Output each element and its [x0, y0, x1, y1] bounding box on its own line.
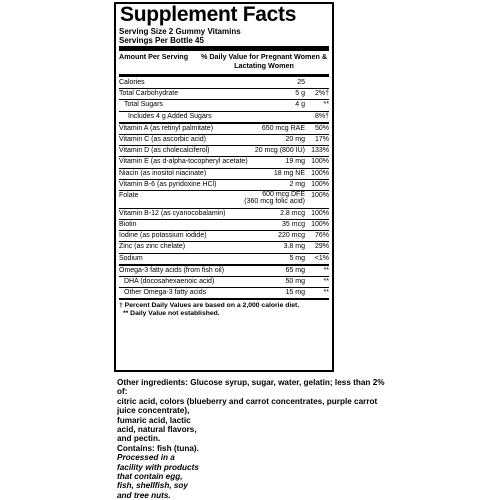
- nutrient-row: [119, 100, 329, 111]
- footnotes: [119, 302, 329, 318]
- nutrient-dv: 100%: [311, 191, 329, 199]
- nutrient-amount: 2 mg: [289, 180, 305, 188]
- ingredients-text: Glucose syrup, sugar, water, gelatin; less than 2% of:: [117, 378, 385, 397]
- nutrient-row: [119, 288, 329, 300]
- thick-divider: [119, 46, 329, 51]
- nutrient-amount: 65 mg: [285, 266, 305, 274]
- nutrient-dv: 100%: [311, 158, 329, 166]
- nutrient-row: [119, 180, 329, 191]
- nutrient-dv: 100%: [311, 169, 329, 177]
- nutrient-name: Calories: [119, 79, 145, 86]
- nutrient-row: [119, 220, 329, 231]
- supplement-facts-panel: [114, 2, 334, 372]
- ingredients-line: fumaric acid, lactic: [117, 415, 191, 425]
- ingredients-line: [117, 378, 387, 397]
- nutrient-name: Sodium: [119, 254, 143, 262]
- nutrient-dv: **: [323, 278, 329, 285]
- nutrient-dv: 133%: [311, 147, 329, 155]
- nutrient-row: [119, 146, 329, 157]
- column-header: [119, 52, 329, 73]
- nutrient-row: [119, 157, 329, 168]
- nutrient-dv: 2%†: [314, 90, 329, 98]
- nutrient-name: Vitamin B-6 (as pyridoxine HCl): [119, 180, 217, 188]
- ingredients-line: citric acid, colors (blueberry and carrot concentrates, purple carrot: [117, 396, 378, 406]
- nutrient-name: Zinc (as zinc chelate): [119, 243, 186, 251]
- footnote-double-asterisk: ** Daily Value not established.: [123, 310, 220, 318]
- nutrient-amount: 50 mg: [285, 278, 305, 285]
- ingredients-line: acid, natural flavors,: [117, 425, 197, 435]
- nutrient-row: [119, 89, 329, 100]
- nutrient-amount: 600 mcg DFE: [262, 190, 305, 198]
- amount-per-serving-header: Amount Per Serving: [119, 52, 189, 61]
- ingredients-line: and pectin.: [117, 434, 161, 444]
- nutrient-name: Other Omega-3 fatty acids: [124, 289, 207, 297]
- nutrient-dv: 29%: [314, 243, 329, 251]
- nutrient-row: [119, 191, 329, 209]
- nutrient-name: Vitamin E (as d-alpha-tocopheryl acetate): [119, 158, 248, 166]
- ingredients-line: juice concentrate),: [117, 406, 190, 416]
- nutrient-dv: 76%: [314, 232, 329, 240]
- nutrient-name: Omega-3 fatty acids (from fish oil): [119, 266, 225, 274]
- nutrient-amount: 2.8 mcg: [280, 209, 305, 217]
- facility-line: Processed in a: [117, 453, 175, 463]
- nutrient-name: DHA (docosahexaenoic acid): [124, 278, 215, 285]
- nutrient-row: [119, 112, 329, 124]
- panel-title: Supplement Facts: [120, 3, 297, 26]
- nutrient-amount: 19 mg: [285, 158, 305, 166]
- nutrient-name: Vitamin B-12 (as cyanocobalamin): [119, 209, 226, 217]
- nutrient-name: Total Sugars: [124, 101, 163, 109]
- nutrient-row: [119, 277, 329, 288]
- nutrient-name: Iodine (as potassium iodide): [119, 232, 207, 240]
- nutrient-name: Vitamin A (as retinyl palmitate): [119, 124, 214, 132]
- ingredients-label: Other ingredients:: [117, 378, 188, 387]
- nutrient-dv: **: [323, 289, 329, 297]
- nutrient-amount: 220 mcg: [278, 232, 305, 240]
- nutrient-row: [119, 231, 329, 242]
- nutrient-amount-group: [244, 191, 305, 205]
- nutrient-dv: 8%†: [314, 112, 329, 120]
- nutrient-dv: 17%: [314, 135, 329, 143]
- nutrient-row: [119, 209, 329, 220]
- nutrient-amount: 25: [297, 79, 305, 86]
- servings-per-container: Servings Per Bottle 45: [119, 36, 204, 45]
- footnote-dagger: † Percent Daily Values are based on a 2,000 calorie diet.: [119, 302, 300, 310]
- nutrient-table: [119, 78, 329, 300]
- nutrient-name: Vitamin D (as cholecalciferol): [119, 147, 210, 155]
- other-ingredients: [117, 378, 387, 500]
- nutrient-row: [119, 78, 329, 89]
- nutrient-row: [119, 169, 329, 180]
- contains-label: Contains:: [117, 443, 155, 453]
- facility-line: fish, shellfish, soy: [117, 481, 188, 491]
- nutrient-amount: 18 mg NE: [273, 169, 305, 177]
- nutrient-row: [119, 266, 329, 277]
- nutrient-amount: 5 mg: [289, 254, 305, 262]
- nutrient-amount: 3.8 mg: [283, 243, 305, 251]
- nutrient-name: Biotin: [119, 221, 137, 229]
- nutrient-name: Total Carbohydrate: [119, 90, 179, 98]
- nutrient-dv: <1%: [314, 254, 329, 262]
- header-divider: [119, 74, 329, 77]
- facility-line: that contain egg,: [117, 472, 183, 482]
- nutrient-row: [119, 135, 329, 146]
- nutrient-amount: 20 mg: [285, 135, 305, 143]
- contains-line: [117, 444, 387, 453]
- nutrient-dv: 100%: [311, 221, 329, 229]
- nutrient-row: [119, 254, 329, 266]
- nutrient-amount-detail: (360 mcg folic acid): [244, 197, 305, 205]
- nutrient-row: [119, 242, 329, 253]
- nutrient-dv: **: [323, 266, 329, 274]
- facility-line: and tree nuts.: [117, 490, 171, 500]
- nutrient-dv: 50%: [314, 124, 329, 132]
- nutrient-amount: 20 mcg (800 IU): [254, 147, 305, 155]
- nutrient-amount: 35 mcg: [282, 221, 305, 229]
- facility-line: facility with products: [117, 462, 199, 472]
- nutrient-name: Folate: [119, 191, 139, 199]
- serving-size: Serving Size 2 Gummy Vitamins: [119, 27, 241, 36]
- nutrient-row: [119, 124, 329, 135]
- nutrient-amount: 5 g: [295, 90, 305, 98]
- nutrient-amount: 15 mg: [285, 289, 305, 297]
- nutrient-name: Vitamin C (as ascorbic acid): [119, 135, 207, 143]
- nutrient-name: Niacin (as inositol niacinate): [119, 169, 207, 177]
- nutrient-name: Includes 4 g Added Sugars: [128, 112, 212, 120]
- contains-value: fish (tuna).: [154, 443, 199, 453]
- nutrient-dv: 100%: [311, 209, 329, 217]
- nutrient-dv: **: [323, 101, 329, 109]
- nutrient-amount: 4 g: [295, 101, 305, 109]
- nutrient-dv: 100%: [311, 180, 329, 188]
- daily-value-header: % Daily Value for Pregnant Women & Lactating Women: [200, 52, 328, 70]
- nutrient-amount: 650 mcg RAE: [261, 124, 305, 132]
